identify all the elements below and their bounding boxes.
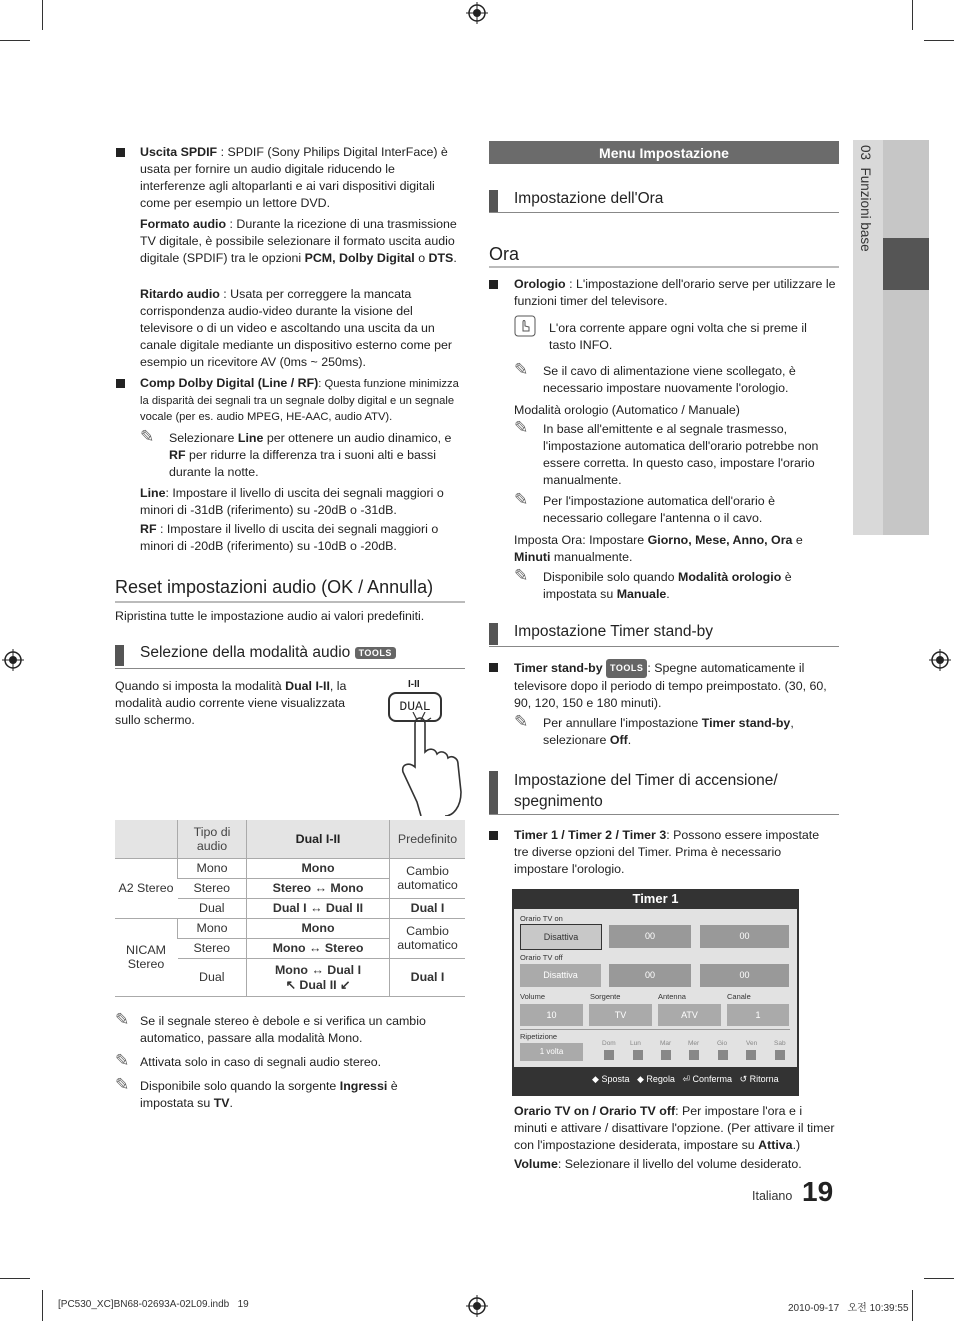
disp-note: Disponibile solo quando Modalità orologio è impostata su Manuale. — [543, 570, 792, 601]
osd-title: Timer 1 — [632, 891, 679, 906]
footer-file: [PC530_XC]BN68-02693A-02L09.indb 19 — [58, 1299, 249, 1310]
mode-title: Selezione della modalità audio TOOLS — [140, 644, 396, 662]
chapter-marker — [883, 238, 929, 290]
source-note: Disponibile solo quando la sorgente Ingressi è impostata su TV. — [140, 1079, 398, 1110]
registration-mark-icon — [466, 2, 488, 24]
hand-note-icon — [514, 315, 536, 337]
section-timer-title: Impostazione del Timer di accensione/ spegnimento — [514, 772, 778, 810]
on-minute[interactable]: 00 — [700, 925, 789, 948]
move-icon: ◆ — [592, 1074, 599, 1084]
footer-date: 2010-09-17 오전 10:39:55 — [788, 1303, 909, 1314]
note-icon: ✎ — [140, 427, 155, 446]
registration-mark-icon — [466, 1295, 488, 1317]
timers-paragraph: Timer 1 / Timer 2 / Timer 3: Possono essere impostate tre diverse opzioni del Timer. Prima è necessario impostare l'orologio. — [514, 828, 820, 876]
orologio-paragraph: Orologio : L'impostazione dell'orario serve per utilizzare le funzioni timer del televisore. — [514, 277, 836, 308]
day-checkbox[interactable] — [746, 1050, 756, 1060]
enter-icon: ⏎ — [682, 1074, 691, 1084]
stereo-note: Se il segnale stereo è debole e si verifica un cambio automatico, passare alla modalità Mono. — [140, 1014, 426, 1045]
off-minute[interactable]: 00 — [700, 964, 789, 987]
tools-badge: TOOLS — [606, 659, 647, 678]
cavo-note: Se il cavo di alimentazione viene scollegato, è necessario impostare nuovamente l'orologio. — [543, 364, 796, 395]
registration-mark-icon — [2, 649, 24, 671]
formato-paragraph: Formato audio : Durante la ricezione di una trasmissione TV digitale, è possibile selezionare il formato uscita audio digitale (SPDIF) tra le opzioni PCM, Dolby Digital o DTS. — [140, 217, 457, 265]
on-hour[interactable]: 00 — [609, 925, 691, 948]
line-desc: Line: Impostare il livello di uscita dei segnali maggiori o minori di -31dB (riferimento) su -20dB o -31dB. — [140, 486, 444, 517]
adjust-icon: ◆ — [636, 1074, 644, 1084]
standby-note: Per annullare l'impostazione Timer stand-by, selezionare Off. — [543, 716, 794, 747]
comp-note: Selezionare Line per ottenere un audio dinamico, e RF per ridurre la differenza tra i suoni alti e bassi durante la notte. — [169, 431, 452, 479]
section-standby-title: Impostazione Timer stand-by — [514, 623, 714, 640]
rf-desc: RF : Impostare il livello di uscita dei segnali maggiori o minori di -20dB (riferimento) su -10dB o -20dB. — [140, 522, 439, 553]
day-checkbox[interactable] — [718, 1050, 728, 1060]
comp-paragraph: Comp Dolby Digital (Line / RF): Questa funzione minimizza la disparità dei segnali tra un segnale dolby digital e un segnale vocale (per es. audio MPEG, HE-AAC, audio ATV). — [140, 376, 459, 423]
chapter-label: 03 Funzioni base — [858, 145, 873, 252]
repeat-field[interactable]: 1 volta — [520, 1043, 583, 1061]
footer-language: Italiano — [752, 1189, 793, 1203]
page-number: 19 — [802, 1176, 834, 1207]
day-checkbox[interactable] — [689, 1050, 699, 1060]
on-mode-select[interactable]: Disattiva — [520, 924, 602, 950]
mod-note-1: In base all'emittente e al segnale trasmesso, l'impostazione automatica dell'orario potrebbe non essere corretta. In questo caso, impostare l'orario manualmente. — [543, 422, 819, 487]
spdif-paragraph: Uscita SPDIF : SPDIF (Sony Philips Digital InterFace) è usata per fornire un audio digitale riducendo le interferenze agli altoparlanti e ai vari dispositivi digitali come per esempio un lettore DVD. — [140, 145, 448, 210]
day-checkbox[interactable] — [633, 1050, 643, 1060]
imposta-paragraph: Imposta Ora: Impostare Giorno, Mese, Anno, Ora e Minuti manualmente. — [514, 533, 803, 564]
day-checkbox[interactable] — [775, 1050, 785, 1060]
day-checkbox[interactable] — [661, 1050, 671, 1060]
menu-bar: Menu Impostazione — [489, 141, 839, 164]
return-icon: ↺ — [739, 1074, 748, 1084]
mod-title: Modalità orologio (Automatico / Manuale) — [514, 403, 740, 417]
remote-label: I-II — [408, 679, 420, 690]
audio-mode-table: Tipo di audio Dual I-II Predefinito A2 Stereo Mono Mono Cambio automatico Stereo Stereo ↔ Mono Dual Dual I ↔ Dual II Dual I NICAM Stereo Mono Mono Cambio automatico Stereo Mono ↔ Stereo Dual Mono ↔ Dual I ↖ Dual II ↙ Dual I — [115, 820, 465, 997]
dual-button: DUAL — [388, 692, 442, 722]
antenna-field[interactable]: ATV — [658, 1004, 721, 1026]
mode-text: Quando si imposta la modalità Dual I-II, la modalità audio corrente viene visualizzata sullo schermo. — [115, 679, 347, 727]
volume-field[interactable]: 10 — [520, 1004, 583, 1026]
reset-title: Reset impostazioni audio (OK / Annulla) — [115, 577, 434, 597]
info-note: L'ora corrente appare ogni volta che si preme il tasto INFO. — [549, 321, 807, 352]
volume-desc: Volume: Selezionare il livello del volume desiderato. — [514, 1157, 802, 1171]
channel-field[interactable]: 1 — [727, 1004, 789, 1026]
orario-desc: Orario TV on / Orario TV off: Per impostare l'ora e i minuti e attivare / disattivare l'opzione. (Per attivare il timer con l'impostazione desiderata, impostare su Attiva.) — [514, 1104, 835, 1152]
mod-note-2: Per l'impostazione automatica dell'orario è necessario collegare l'antenna o il cavo. — [543, 494, 776, 525]
source-field[interactable]: TV — [589, 1004, 652, 1026]
stereo-only-note: Attivata solo in caso di segnali audio stereo. — [140, 1055, 382, 1069]
reset-text: Ripristina tutte le impostazione audio ai valori predefiniti. — [115, 609, 425, 623]
off-hour[interactable]: 00 — [609, 964, 691, 987]
ora-title: Ora — [489, 244, 520, 264]
off-mode-select[interactable]: Disattiva — [520, 964, 601, 987]
standby-paragraph: Timer stand-by TOOLS : Spegne automaticamente il televisore dopo il periodo di tempo preimpostato. (30, 60, 90, 120, 150 e 180 minuti). — [514, 660, 827, 710]
tools-badge: TOOLS — [355, 647, 396, 659]
section-ora-title: Impostazione dell'Ora — [514, 190, 664, 207]
registration-mark-icon — [929, 649, 951, 671]
osd-nav: ◆ Sposta ◆ Regola ⏎ Conferma ↺ Ritorna — [592, 1074, 779, 1084]
hand-icon — [395, 712, 467, 816]
ritardo-paragraph: Ritardo audio : Usata per correggere la mancata corrispondenza audio-video durante la visione del televisore o di un video e ascoltando una uscita da un canale digitale mediante un dispositivo esterno come per esempio un ricevitore AV (0ms ~ 250ms). — [140, 287, 453, 369]
day-checkbox[interactable] — [604, 1050, 614, 1060]
side-tab-strip — [883, 140, 929, 535]
